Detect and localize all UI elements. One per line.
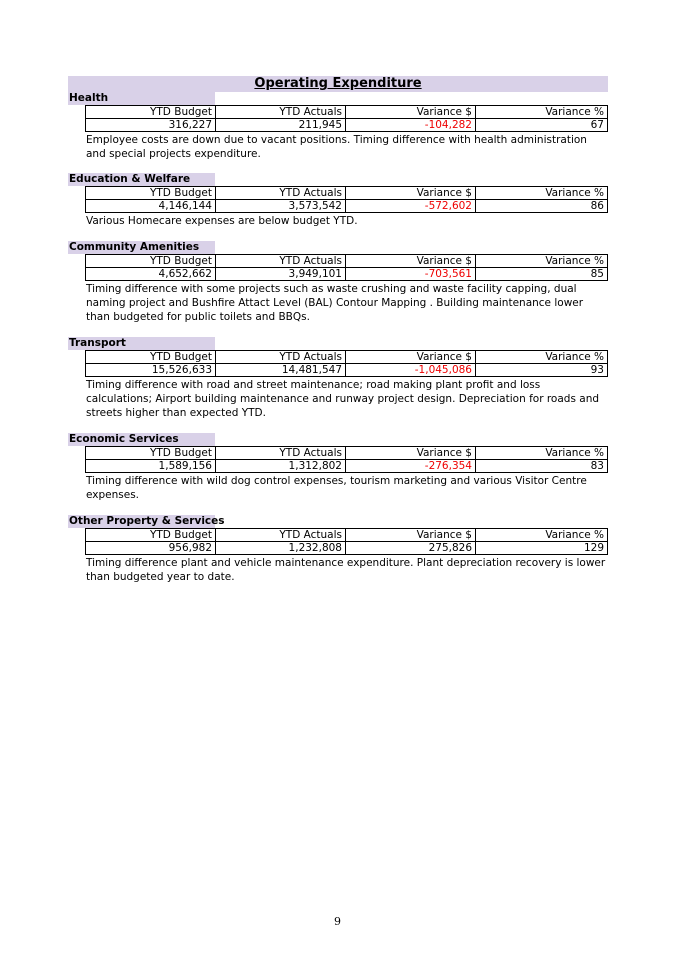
ytd-budget-value: 15,526,633 [86,364,216,377]
ytd-budget-value: 956,982 [86,542,216,555]
variance-percent-value: 86 [476,200,608,213]
col-ytd-actuals: YTD Actuals [216,187,346,200]
variance-dollar-value: -703,561 [346,268,476,281]
col-variance-percent: Variance % [476,447,608,460]
section-community-amenities [68,241,608,324]
section-education-welfare [68,173,608,228]
document-page [68,76,608,584]
variance-dollar-value: -276,354 [346,460,476,473]
variance-dollar-value: -572,602 [346,200,476,213]
variance-table [85,254,608,281]
section-note: Timing difference with some projects such as waste crushing and waste facility capping, dual naming project and Bushfire Attact Level (BAL) Contour Mapping . Building maintenance lower than budgeted for public toilets and BBQs. [86,283,584,323]
col-variance-dollar: Variance $ [346,351,476,364]
table-row [86,200,608,213]
section-heading: Education & Welfare [68,173,215,186]
variance-percent-value: 93 [476,364,608,377]
ytd-actuals-value: 211,945 [216,119,346,132]
section-transport [68,337,608,420]
ytd-actuals-value: 14,481,547 [216,364,346,377]
table-header-row [86,529,608,542]
section-heading: Transport [68,337,215,350]
variance-table [85,105,608,132]
table-row [86,268,608,281]
section-note: Timing difference with wild dog control expenses, tourism marketing and various Visitor Centre expenses. [86,475,587,501]
variance-dollar-value: -104,282 [346,119,476,132]
table-header-row [86,447,608,460]
ytd-budget-value: 316,227 [86,119,216,132]
ytd-budget-value: 1,589,156 [86,460,216,473]
section-note: Timing difference with road and street maintenance; road making plant profit and loss calculations; Airport building maintenance and runway project design. Depreciation for roads and streets higher than expected YTD. [86,379,600,419]
col-ytd-budget: YTD Budget [86,255,216,268]
col-ytd-actuals: YTD Actuals [216,529,346,542]
section-heading: Other Property & Services [69,515,225,527]
col-ytd-budget: YTD Budget [86,106,216,119]
table-header-row [86,106,608,119]
table-header-row [86,255,608,268]
variance-table [85,446,608,473]
table-row [86,460,608,473]
variance-percent-value: 129 [476,542,608,555]
variance-percent-value: 85 [476,268,608,281]
page-title: Operating Expenditure [254,76,422,91]
section-other-property-services [68,515,608,584]
section-heading: Community Amenities [68,241,215,254]
section-heading: Health [68,92,215,105]
col-ytd-budget: YTD Budget [86,447,216,460]
col-variance-dollar: Variance $ [346,106,476,119]
col-ytd-actuals: YTD Actuals [216,351,346,364]
col-ytd-actuals: YTD Actuals [216,447,346,460]
col-variance-dollar: Variance $ [346,447,476,460]
ytd-actuals-value: 3,949,101 [216,268,346,281]
variance-table [85,528,608,555]
col-variance-percent: Variance % [476,351,608,364]
page-number: 9 [334,915,341,928]
section-note: Employee costs are down due to vacant positions. Timing difference with health administration and special projects expenditure. [86,134,587,160]
table-row [86,542,608,555]
variance-dollar-value: -1,045,086 [346,364,476,377]
col-ytd-actuals: YTD Actuals [216,106,346,119]
col-variance-percent: Variance % [476,255,608,268]
col-ytd-budget: YTD Budget [86,351,216,364]
col-variance-dollar: Variance $ [346,255,476,268]
table-header-row [86,187,608,200]
col-ytd-actuals: YTD Actuals [216,255,346,268]
ytd-actuals-value: 1,232,808 [216,542,346,555]
section-note: Various Homecare expenses are below budget YTD. [86,215,358,227]
variance-percent-value: 67 [476,119,608,132]
col-variance-dollar: Variance $ [346,529,476,542]
variance-table [85,350,608,377]
section-economic-services [68,433,608,502]
table-row [86,119,608,132]
variance-percent-value: 83 [476,460,608,473]
col-variance-dollar: Variance $ [346,187,476,200]
col-ytd-budget: YTD Budget [86,187,216,200]
section-note: Timing difference plant and vehicle maintenance expenditure. Plant depreciation recovery is lower than budgeted year to date. [86,557,606,583]
table-row [86,364,608,377]
section-health [68,92,608,161]
col-variance-percent: Variance % [476,187,608,200]
variance-table [85,186,608,213]
col-variance-percent: Variance % [476,529,608,542]
variance-dollar-value: 275,826 [346,542,476,555]
page-title-bar [68,76,608,92]
table-header-row [86,351,608,364]
col-variance-percent: Variance % [476,106,608,119]
ytd-actuals-value: 3,573,542 [216,200,346,213]
section-heading: Economic Services [68,433,215,446]
col-ytd-budget: YTD Budget [86,529,216,542]
ytd-budget-value: 4,146,144 [86,200,216,213]
ytd-budget-value: 4,652,662 [86,268,216,281]
ytd-actuals-value: 1,312,802 [216,460,346,473]
